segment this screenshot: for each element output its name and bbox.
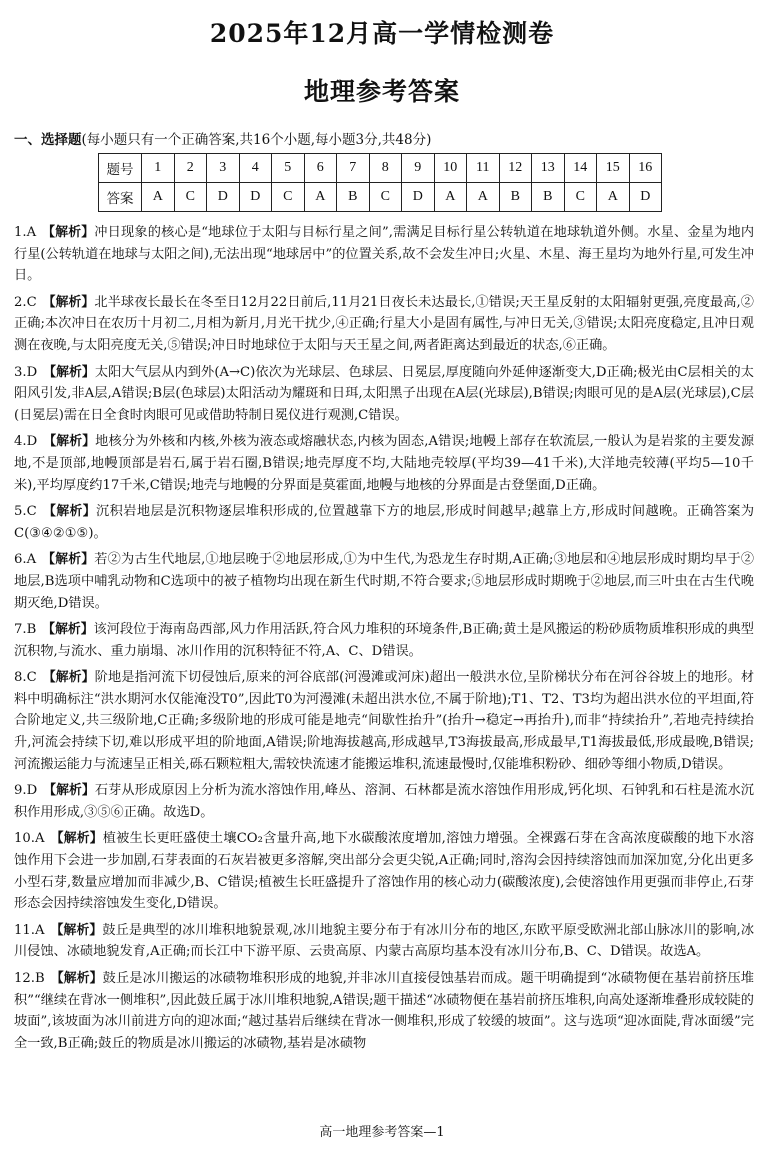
page-footer: 高一地理参考答案—1 bbox=[319, 1125, 445, 1140]
question-number-cell: 12 bbox=[499, 154, 532, 183]
answer-table bbox=[98, 153, 662, 212]
question-number-cell: 7 bbox=[337, 154, 370, 183]
item-number: 6.A bbox=[14, 552, 37, 568]
item-text: 北半球夜长最长在冬至日12月22日前后,11月21日夜长未达最长,①错误;天王星反射的太阳辐射更强,亮度最高,②正确;本次冲日在农历十月初二,月相为新月,月光干扰少,④正确;行星大小是固有属性,与冲日无关,③错误;太阳亮度稳定,且冲日观测在夜晚,与太阳亮度无关,⑤错误;冲日时地球位于太阳与天王星之间,两者距离达到最近的状态,⑥正确。 bbox=[14, 294, 754, 353]
explanation-item bbox=[14, 222, 754, 287]
item-number: 2.C bbox=[14, 294, 37, 310]
explanation-item bbox=[14, 780, 754, 823]
explanation-item bbox=[14, 619, 754, 662]
answer-cell: D bbox=[402, 183, 435, 212]
item-text: 石芽从形成原因上分析为流水溶蚀作用,峰丛、溶洞、石林都是流水溶蚀作用形成,钙化坝、石钟乳和石柱是流水沉积作用形成,③⑤⑥正确。故选D。 bbox=[14, 783, 754, 820]
item-number: 9.D bbox=[14, 783, 38, 799]
answer-cell: A bbox=[467, 183, 500, 212]
analysis-tag: 【解析】 bbox=[42, 504, 96, 520]
question-number-cell: 1 bbox=[142, 154, 175, 183]
answer-cell: A bbox=[597, 183, 630, 212]
item-number: 3.D bbox=[14, 364, 38, 380]
item-text: 冲日现象的核心是“地球位于太阳与目标行星之间”,需满足目标行星公转轨道在地球轨道外侧。水星、金星为地内行星(公转轨道在地球与太阳之间),无法出现“地球居中”的位置关系,故不会发生冲日;火星、木星、海王星均为地外行星,可发生冲日。 bbox=[14, 225, 755, 284]
answer-cell: C bbox=[369, 183, 402, 212]
answer-cell: B bbox=[532, 183, 565, 212]
question-number-cell: 4 bbox=[239, 154, 272, 183]
item-number: 5.C bbox=[14, 504, 37, 520]
answer-cell: B bbox=[337, 183, 370, 212]
section-heading bbox=[14, 128, 431, 148]
explanation-item bbox=[14, 920, 754, 963]
exam-title: 2025年12月高一学情检测卷 bbox=[209, 19, 555, 48]
analysis-tag: 【解析】 bbox=[50, 831, 103, 847]
section-title: 一、选择题 bbox=[14, 132, 82, 148]
analysis-tag: 【解析】 bbox=[42, 622, 94, 638]
question-number-cell: 11 bbox=[467, 154, 500, 183]
item-text: 沉积岩地层是沉积物逐层堆积形成的,位置越靠下方的地层,形成时间越早;越靠上方,形成时间越晚。正确答案为C(③④②①⑤)。 bbox=[14, 504, 755, 541]
answer-cell: D bbox=[629, 183, 662, 212]
analysis-tag: 【解析】 bbox=[42, 294, 95, 310]
explanation-item bbox=[14, 431, 754, 496]
answer-cell: A bbox=[304, 183, 337, 212]
question-number-cell: 3 bbox=[207, 154, 240, 183]
explanation-item bbox=[14, 667, 754, 775]
analysis-tag: 【解析】 bbox=[42, 225, 95, 240]
analysis-tag: 【解析】 bbox=[43, 364, 95, 380]
analysis-tag: 【解析】 bbox=[42, 552, 95, 568]
item-text: 地核分为外核和内核,外核为液态或熔融状态,内核为固态,A错误;地幔上部存在软流层,一般认为是岩浆的主要发源地,不是顶部,地幔顶部是岩石,属于岩石圈,B错误;地壳厚度不均,大陆地壳较厚(平均39—41千米),大洋地壳较薄(平均5—10千米),平均厚度约17千米,C错误;地壳与地幔的分界面是莫霍面,地幔与地核的分界面是古登堡面,D正确。 bbox=[14, 434, 755, 493]
question-number-cell: 8 bbox=[369, 154, 402, 183]
item-text: 阶地是指河流下切侵蚀后,原来的河谷底部(河漫滩或河床)超出一般洪水位,呈阶梯状分布在河谷谷坡上的地形。材料中明确标注“洪水期河水仅能淹没T0”,因此T0为河漫滩(未超出洪水位,不属于阶地);T1、T2、T3均为超出洪水位的平坦面,符合阶地定义,共三级阶地,C正确;多级阶地的形成可能是地壳“间歇性抬升”(抬升→稳定→再抬升),而非“持续抬升”,若地壳持续抬升,河流会持续下切,难以形成平坦的阶地面,A错误;阶地海拔越高,形成越早,T3海拔最高,形成最早,T1海拔最低,形成最晚,B错误;河流搬运能力与流速呈正相关,砾石颗粒粗大,需较快流速才能搬运堆积,流速最慢时,仅能堆积粉砂、细砂等细小物质,D错误。 bbox=[14, 670, 755, 772]
explanation-item bbox=[14, 549, 754, 614]
answer-key-title: 地理参考答案 bbox=[303, 77, 460, 106]
answer-cell: C bbox=[564, 183, 597, 212]
item-text: 鼓丘是冰川搬运的冰碛物堆积形成的地貌,并非冰川直接侵蚀基岩而成。题干明确提到“冰碛物便在基岩前挤压堆积”“继续在背冰一侧堆积”,因此鼓丘属于冰川堆积地貌,A错误;题干描述“冰碛物便在基岩前挤压堆积,向高处逐渐堆叠形成较陡的坡面”,该坡面为冰川前进方向的迎冰面;“越过基岩后继续在背冰一侧堆积,形成了较缓的坡面”。这与选项“迎冰面陡,背冰面缓”完全一致,B正确;鼓丘的物质是冰川搬运的冰碛物,基岩是冰碛物 bbox=[14, 971, 754, 1051]
item-text: 太阳大气层从内到外(A→C)依次为光球层、色球层、日冕层,厚度随向外延伸逐渐变大,D正确;极光由C层相关的太阳风引发,非A层,A错误;B层(色球层)太阳活动为耀斑和日珥,太阳黑子出现在A层(光球层),B错误;肉眼可见的是A层(光球层),C层(日冕层)需在日全食时肉眼可见或借助特制日冕仪进行观测,C错误。 bbox=[14, 364, 754, 423]
analysis-tag: 【解析】 bbox=[50, 922, 103, 938]
analysis-tag: 【解析】 bbox=[42, 670, 95, 686]
item-number: 8.C bbox=[14, 670, 37, 686]
answer-cell: D bbox=[207, 183, 240, 212]
answer-cell: B bbox=[499, 183, 532, 212]
question-number-cell: 14 bbox=[564, 154, 597, 183]
item-number: 11.A bbox=[14, 922, 45, 938]
item-number: 1.A bbox=[14, 225, 37, 240]
item-text: 该河段位于海南岛西部,风力作用活跃,符合风力堆积的环境条件,B正确;黄土是风搬运的粉砂质物质堆积形成的典型沉积物,与流水、重力崩塌、冰川作用的沉积特征不符,A、C、D错误。 bbox=[14, 622, 754, 659]
question-number-cell: 15 bbox=[597, 154, 630, 183]
question-number-cell: 16 bbox=[629, 154, 662, 183]
analysis-tag: 【解析】 bbox=[43, 434, 96, 450]
explanation-item bbox=[14, 292, 754, 357]
answer-row bbox=[99, 183, 662, 212]
item-text: 植被生长更旺盛使土壤CO₂含量升高,地下水碳酸浓度增加,溶蚀力增强。全裸露石芽在含高浓度碳酸的地下水溶蚀作用下会进一步加剧,石芽表面的石灰岩被更多溶解,突出部分会更尖锐,A正确;同时,溶沟会因持续溶蚀而加深加宽,分化出更多小型石芽,数量应增加而非减少,B、C错误;植被生长旺盛提升了溶蚀作用的核心动力(碳酸浓度),会使溶蚀作用更强而非停止,石芽形态会因持续溶蚀发生变化,D错误。 bbox=[14, 831, 755, 912]
question-number-cell: 5 bbox=[272, 154, 305, 183]
explanation-list bbox=[14, 222, 754, 1059]
question-number-cell: 2 bbox=[174, 154, 207, 183]
explanation-item bbox=[14, 828, 754, 914]
explanation-item bbox=[14, 362, 754, 427]
answer-cell: A bbox=[142, 183, 175, 212]
item-number: 7.B bbox=[14, 622, 37, 638]
question-number-cell: 10 bbox=[434, 154, 467, 183]
item-number: 10.A bbox=[14, 831, 45, 847]
item-number: 4.D bbox=[14, 434, 38, 450]
answer-cell: A bbox=[434, 183, 467, 212]
item-text: 若②为古生代地层,①地层晚于②地层形成,①为中生代,为恐龙生存时期,A正确;③地层和④地层形成时期均早于②地层,B选项中哺乳动物和C选项中的被子植物均出现在新生代时期,不符合要求;⑤地层形成时期晚于②地层,而三叶虫在古生代晚期灭绝,D错误。 bbox=[14, 552, 755, 611]
question-number-row bbox=[99, 154, 662, 183]
row-label-number: 题号 bbox=[99, 154, 142, 183]
analysis-tag: 【解析】 bbox=[50, 971, 103, 986]
item-text: 鼓丘是典型的冰川堆积地貌景观,冰川地貌主要分布于有冰川分布的地区,东欧平原受欧洲北部山脉冰川的影响,冰川侵蚀、冰碛地貌发育,A正确;而长江中下游平原、云贵高原、内蒙古高原均基本没有冰川分布,B、C、D错误。故选A。 bbox=[14, 922, 755, 960]
question-number-cell: 9 bbox=[402, 154, 435, 183]
answer-cell: C bbox=[174, 183, 207, 212]
explanation-item bbox=[14, 501, 754, 544]
item-number: 12.B bbox=[14, 971, 45, 986]
answer-cell: D bbox=[239, 183, 272, 212]
row-label-answer: 答案 bbox=[99, 183, 142, 212]
explanation-item bbox=[14, 968, 754, 1054]
question-number-cell: 13 bbox=[532, 154, 565, 183]
answer-cell: C bbox=[272, 183, 305, 212]
question-number-cell: 6 bbox=[304, 154, 337, 183]
analysis-tag: 【解析】 bbox=[43, 783, 95, 799]
section-note: (每小题只有一个正确答案,共16个小题,每小题3分,共48分) bbox=[81, 132, 432, 148]
